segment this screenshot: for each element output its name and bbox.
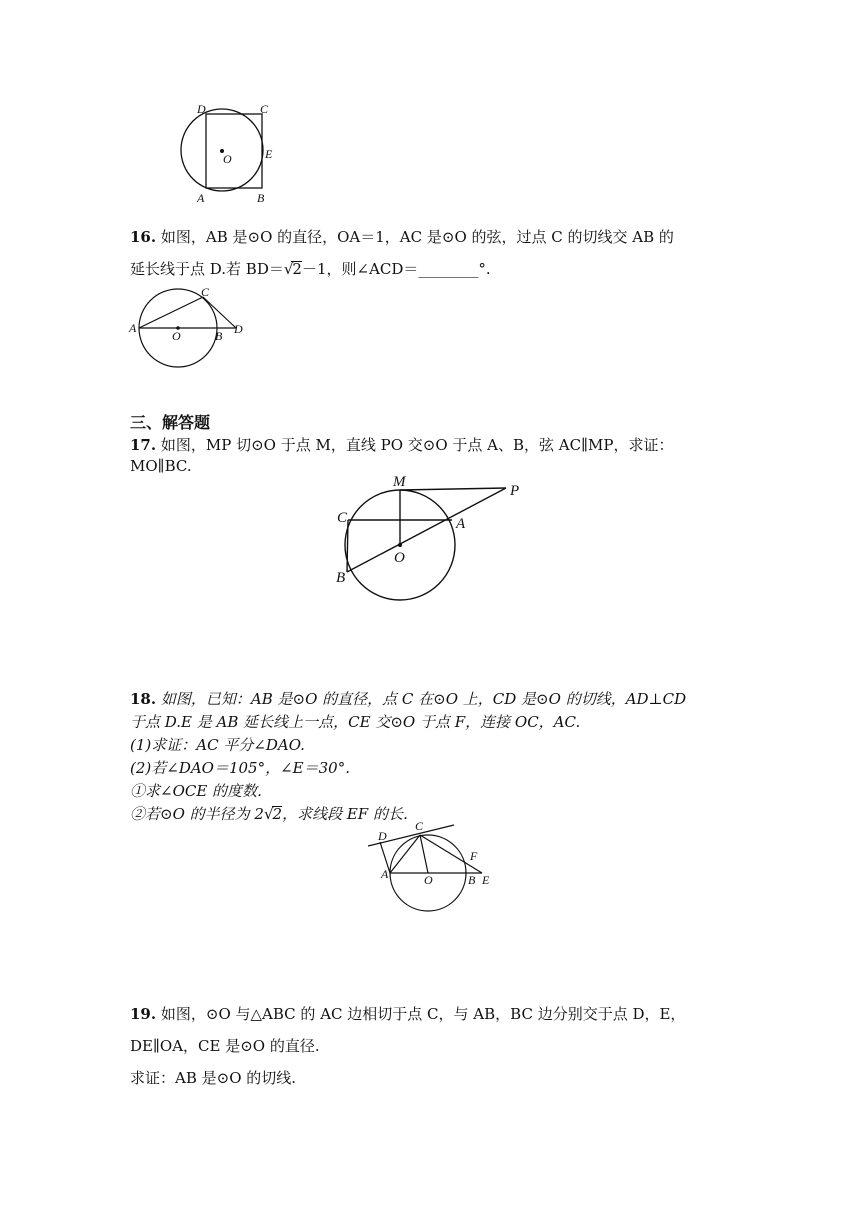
label-O: O — [172, 329, 181, 343]
q16-line2: 延长线于点 D.若 BD＝√2－1，则∠ACD＝________°. — [130, 260, 491, 278]
label-B: B — [468, 873, 476, 887]
label-B: B — [336, 570, 346, 586]
figure-q15 — [170, 98, 290, 208]
q17-line1: 17. 如图，MP 切⊙O 于点 M，直线 PO 交⊙O 于点 A、B，弦 AC∥MP，求证： — [130, 436, 674, 454]
figure-q16 — [125, 285, 255, 375]
label-O: O — [223, 152, 232, 166]
q16-number: 16. — [130, 228, 157, 246]
label-O: O — [424, 873, 433, 887]
label-C: C — [337, 510, 348, 526]
label-D: D — [234, 322, 243, 336]
label-F: F — [470, 849, 478, 863]
label-C: C — [260, 102, 269, 116]
q18-line6: ②若⊙O 的半径为 2√2，求线段 EF 的长． — [130, 805, 418, 823]
label-A: A — [381, 867, 389, 881]
label-B: B — [257, 191, 265, 205]
q18-line1: 18. 如图，已知：AB 是⊙O 的直径，点 C 在⊙O 上，CD 是⊙O 的切线，AD⊥CD — [130, 690, 687, 708]
label-E: E — [482, 873, 490, 887]
figure-q18 — [360, 818, 505, 918]
label-C: C — [415, 819, 424, 833]
label-A: A — [197, 191, 205, 205]
label-C: C — [201, 285, 210, 299]
line-PB — [347, 488, 506, 572]
label-M: M — [393, 474, 406, 490]
q18-line4: (2)若∠DAO＝105°，∠E＝30°. — [130, 759, 350, 777]
q18-line5: ①求∠OCE 的度数． — [130, 782, 273, 800]
label-D: D — [378, 829, 387, 843]
figure-q17 — [330, 470, 540, 605]
label-E: E — [265, 147, 273, 161]
q19-line2: DE∥OA，CE 是⊙O 的直径. — [130, 1037, 320, 1055]
q18-line3: (1)求证：AC 平分∠DAO. — [130, 736, 305, 754]
q17-line2: MO∥BC. — [130, 457, 192, 475]
chord-CB — [347, 520, 348, 572]
center-dot — [398, 543, 402, 547]
q18-line2: 于点 D.E 是 AB 延长线上一点，CE 交⊙O 于点 F，连接 OC，AC. — [130, 713, 581, 731]
label-P: P — [510, 483, 520, 499]
q18-number: 18. — [130, 690, 157, 708]
tangent-MP — [400, 488, 506, 490]
label-D: D — [197, 102, 206, 116]
q19-line1: 19. 如图，⊙O 与△ABC 的 AC 边相切于点 C，与 AB，BC 边分别交于点 D，E， — [130, 1005, 686, 1023]
label-A: A — [456, 516, 466, 532]
radius-OC — [420, 835, 428, 873]
q16-line1: 16. 如图，AB 是⊙O 的直径，OA＝1，AC 是⊙O 的弦，过点 C 的切线交 AB 的 — [130, 228, 674, 246]
label-O: O — [394, 550, 405, 566]
tangent-CD — [203, 297, 236, 328]
label-B: B — [215, 329, 223, 343]
q17-number: 17. — [130, 436, 157, 454]
section-title: 三、解答题 — [130, 413, 211, 432]
label-A: A — [129, 321, 137, 335]
q19-line3: 求证：AB 是⊙O 的切线. — [130, 1069, 297, 1087]
q19-number: 19. — [130, 1005, 157, 1023]
